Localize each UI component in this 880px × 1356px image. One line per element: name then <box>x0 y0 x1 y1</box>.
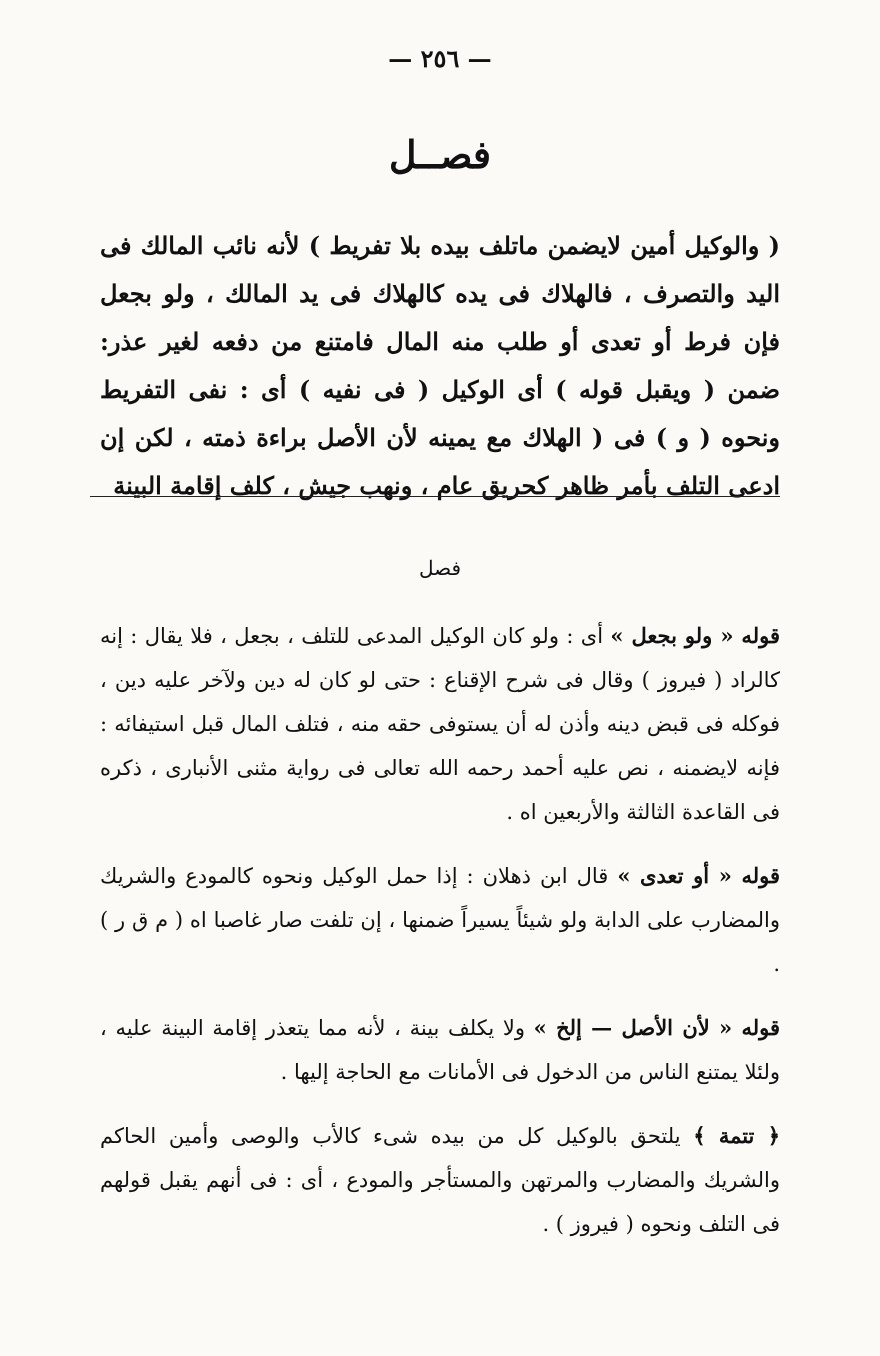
main-paragraph: ( والوكيل أمين لايضمن ماتلف بيده بلا تفريط ) لأنه نائب المالك فى اليد والتصرف ، فالهلاك فى يده كالهلاك فى يد المالك ، ولو بجعل فإن فرط أو تعدى أو طلب منه المال فامتنع من دفعه لغير عذر: ضمن ( ويقبل قوله ) أى الوكيل ( فى نفيه ) أى : نفى التفريط ونحوه ( و ) فى ( الهلاك مع يمينه لأن الأصل براءة ذمته ، لكن إن ادعى التلف بأمر ظاهر كحريق عام ، ونهب جيش ، كلف إقامة البينة <box>100 231 781 500</box>
note-paragraph <box>100 1114 780 1246</box>
note-paragraph <box>100 614 780 834</box>
page-number: — ٢٥٦ — <box>388 44 492 73</box>
note-lead: قوله « لأن الأصل — إلخ » <box>533 1015 780 1040</box>
note-text: قال ابن ذهلان : إذا حمل الوكيل ونحوه كالمودع والشريك والمضارب على الدابة ولو شيئاً يسيراً ضمنها ، إن تلفت صار غاصبا اه ( م ق ر ) . <box>100 864 780 976</box>
note-lead: قوله « أو تعدى » <box>617 863 780 888</box>
note-text: أى : ولو كان الوكيل المدعى للتلف ، بجعل ، فلا يقال : إنه كالراد ( فيروز ) وقال فى شرح الإقناع : حتى لو كان له دين ولآخر عليه دين ، فوكله فى قبض دينه وأذن له أن يستوفى حقه منه ، فتلف المال قبل استيفائه : فإنه لايضمنه ، نص عليه أحمد رحمه الله تعالى فى رواية مثنى الأنبارى ، ذكره فى القاعدة الثالثة والأربعين اه . <box>100 624 780 824</box>
notes-title: فصل <box>418 556 462 580</box>
section-title: فصــل <box>388 132 492 177</box>
note-text: يلتحق بالوكيل كل من بيده شىء كالأب والوصى وأمين الحاكم والشريك والمضارب والمرتهن والمستأجر والمودع ، أى : فى أنهم يقبل قولهم فى التلف ونحوه ( فيروز ) . <box>100 1124 780 1236</box>
main-text-block <box>100 222 780 510</box>
footnote-divider <box>90 496 780 497</box>
note-paragraph <box>100 854 780 986</box>
note-lead: قوله « ولو بجعل » <box>610 623 780 648</box>
notes-block <box>100 614 780 1266</box>
note-lead: ﴿ تتمة ﴾ <box>693 1123 780 1148</box>
note-paragraph <box>100 1006 780 1094</box>
note-text: ولا يكلف بينة ، لأنه مما يتعذر إقامة البينة عليه ، ولئلا يمتنع الناس من الدخول فى الأمانات مع الحاجة إليها . <box>100 1016 780 1084</box>
